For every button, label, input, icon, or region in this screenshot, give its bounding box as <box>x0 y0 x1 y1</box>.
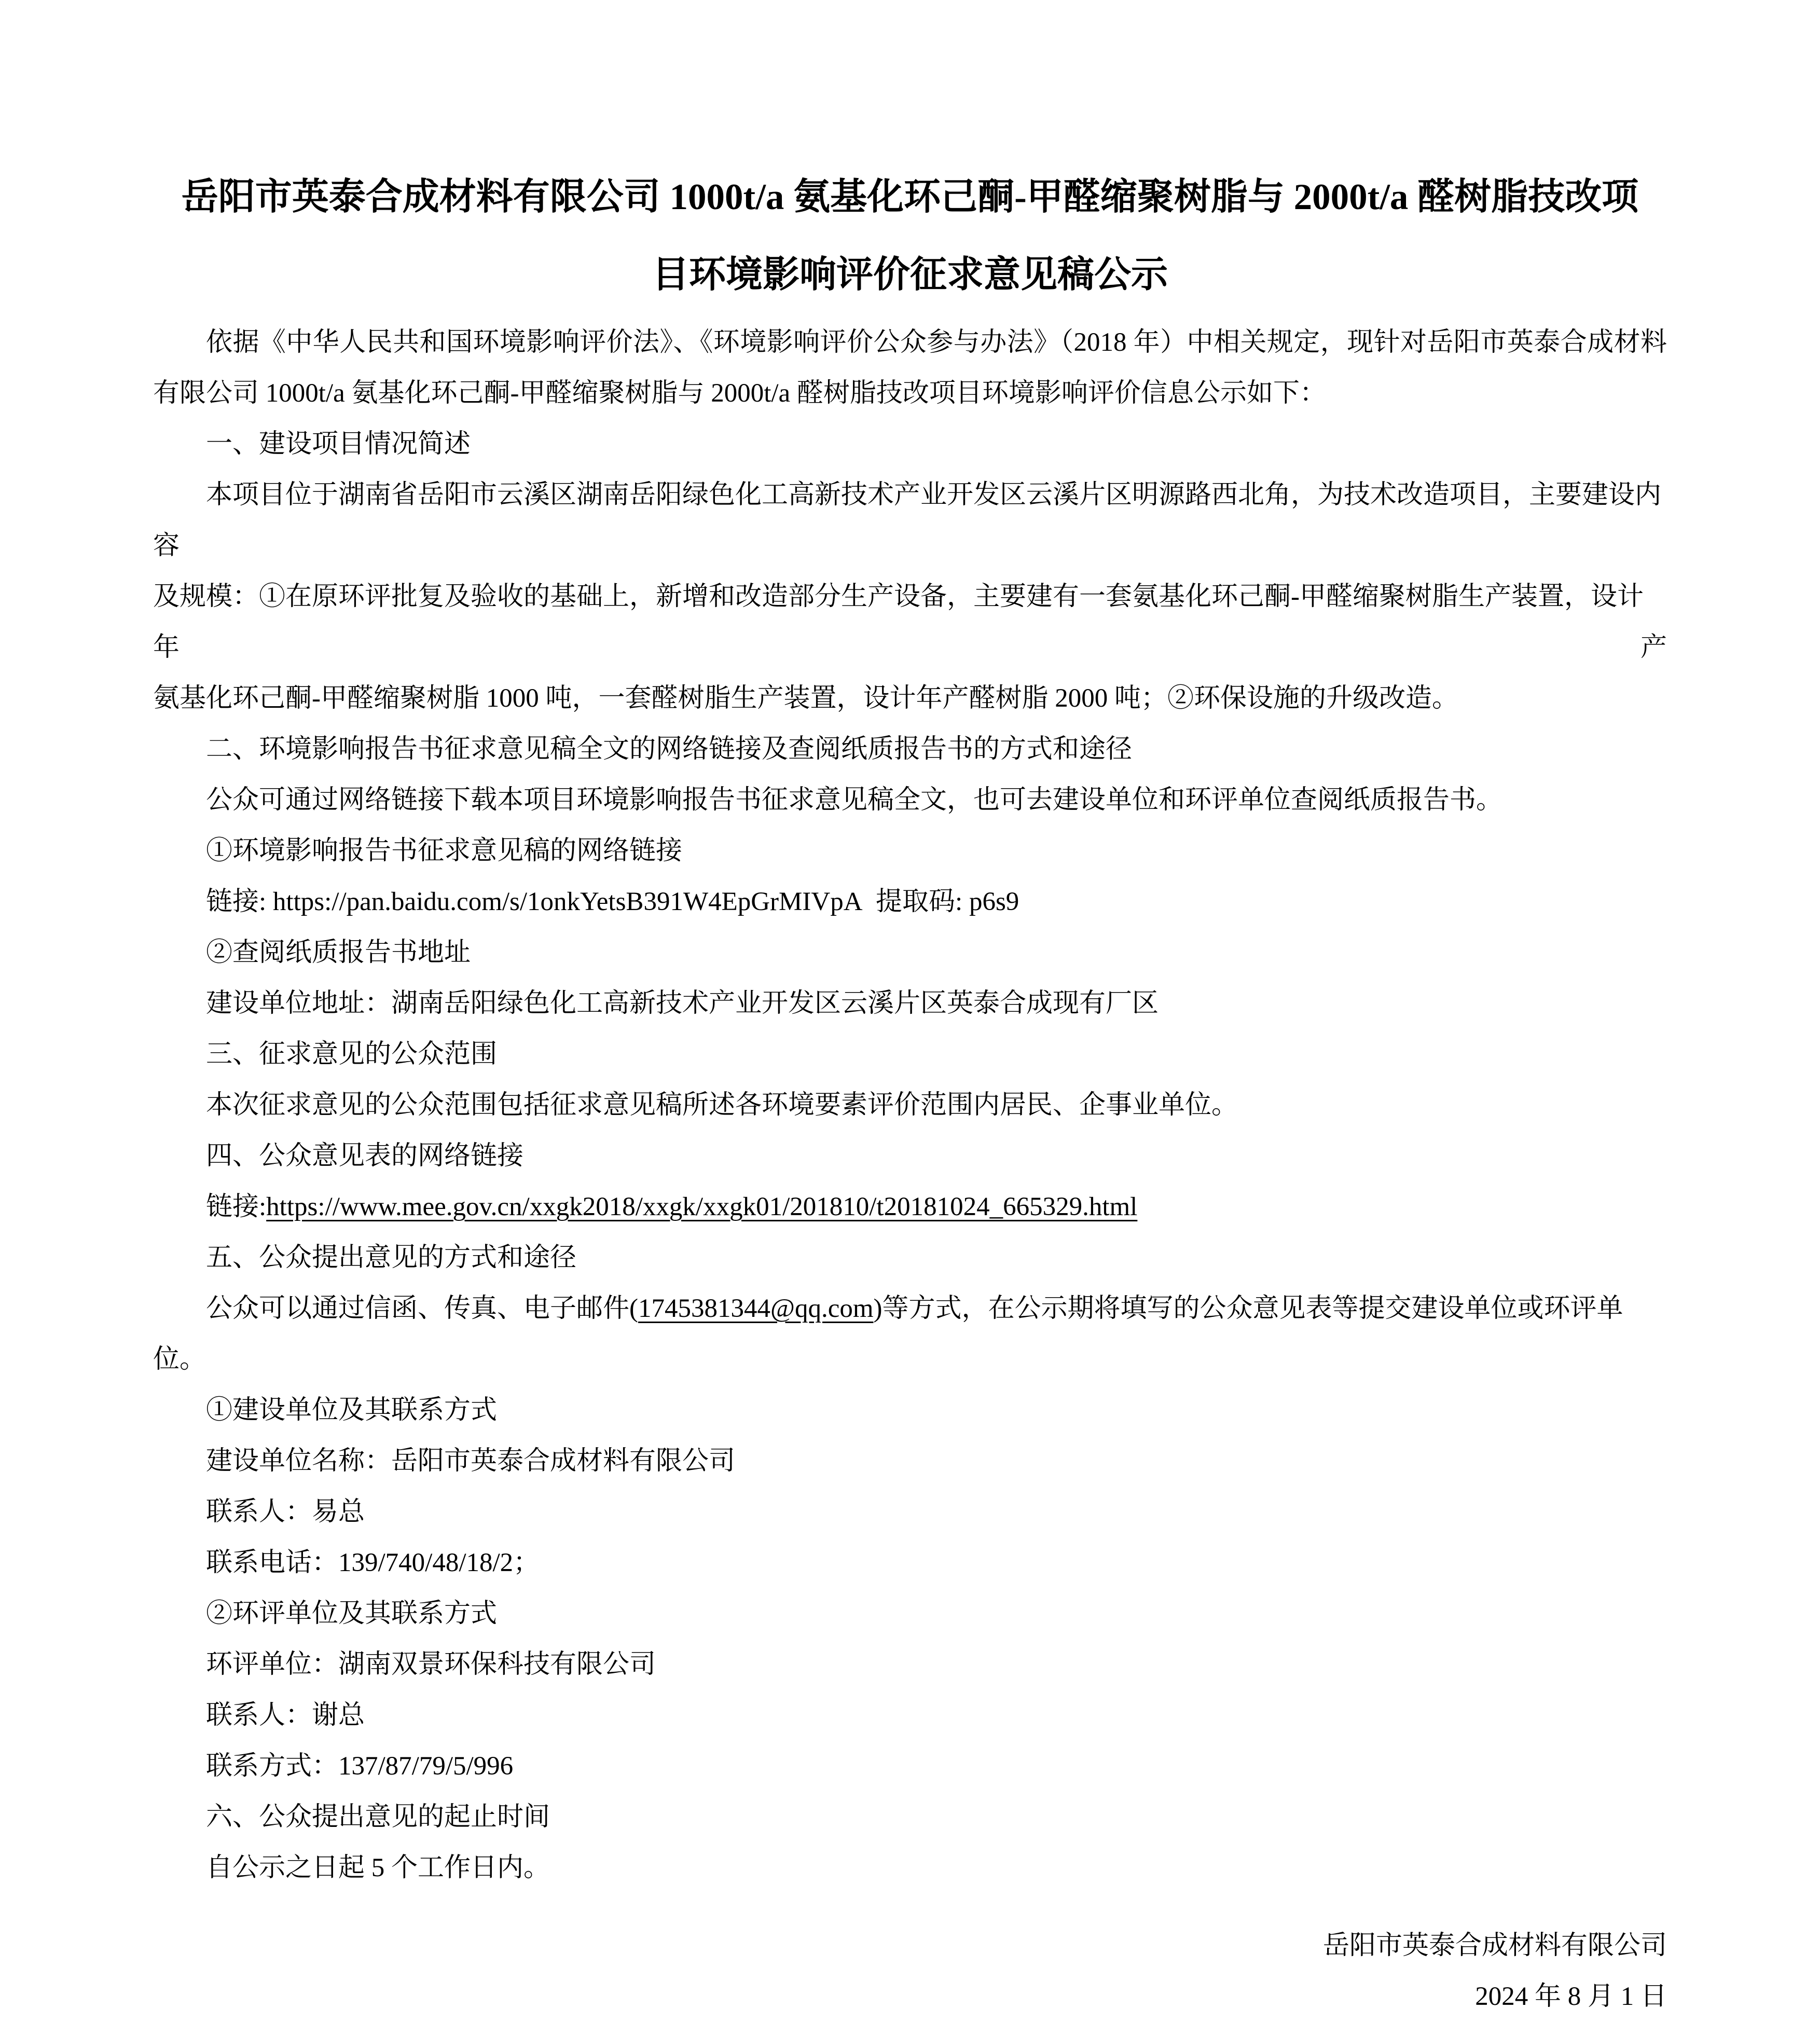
section2-item1-label: ①环境影响报告书征求意见稿的网络链接 <box>206 836 683 865</box>
section2-body: 公众可通过网络链接下载本项目环境影响报告书征求意见稿全文，也可去建设单位和环评单位查阅纸质报告书。 <box>206 786 1503 815</box>
page-title-line-1: 岳阳市英泰合成材料有限公司 1000t/a 氨基化环己酮-甲醛缩聚树脂与 2000t/a 醛树脂技改项 <box>181 177 1639 217</box>
section2-builder-address: 建设单位地址：湖南岳阳绿色化工高新技术产业开发区云溪片区英泰合成现有厂区 <box>206 989 1159 1018</box>
eia-unit-name: 环评单位：湖南双景环保科技有限公司 <box>206 1650 656 1679</box>
section4-link-line <box>153 1181 1667 1232</box>
section6-heading: 六、公众提出意见的起止时间 <box>206 1803 550 1832</box>
section5-body <box>153 1283 1667 1385</box>
section2-download-link-line[interactable]: 链接: https://pan.baidu.com/s/1onkYetsB391W4EpGrMIVpA 提取码: p6s9 <box>206 887 1019 916</box>
section3-body: 本次征求意见的公众范围包括征求意见稿所述各环境要素评价范围内居民、企事业单位。 <box>206 1091 1238 1120</box>
section1-body-line-3: 氨基化环己酮-甲醛缩聚树脂 1000 吨，一套醛树脂生产装置，设计年产醛树脂 2000 吨；②环保设施的升级改造。 <box>153 684 1458 713</box>
builder-name: 建设单位名称：岳阳市英泰合成材料有限公司 <box>206 1447 736 1476</box>
builder-phone: 联系电话：139/740/48/18/2； <box>206 1548 540 1577</box>
builder-contact-person: 联系人：易总 <box>206 1497 365 1526</box>
section1-heading: 一、建设项目情况简述 <box>206 430 471 459</box>
intro-line-1: 依据《中华人民共和国环境影响评价法》、《环境影响评价公众参与办法》（2018 年）中相关规定，现针对岳阳市英泰合成材料 <box>206 328 1667 357</box>
page-title-line-2: 目环境影响评价征求意见稿公示 <box>652 255 1168 295</box>
document-body <box>153 317 1667 1893</box>
signature-block <box>153 1920 1667 2022</box>
section1-body-line-1: 本项目位于湖南省岳阳市云溪区湖南岳阳绿色化工高新技术产业开发区云溪片区明源路西北角，为技术改造项目，主要建设内容 <box>153 480 1662 560</box>
section4-link-url[interactable]: https://www.mee.gov.cn/xxgk2018/xxgk/xxgk01/201810/t20181024_665329.html <box>266 1192 1138 1221</box>
section5-item1-label: ①建设单位及其联系方式 <box>206 1396 498 1425</box>
section4-link-label: 链接: <box>206 1192 267 1221</box>
section5-email-link[interactable]: 1745381344@qq.com <box>638 1294 874 1323</box>
section2-heading: 二、环境影响报告书征求意见稿全文的网络链接及查阅纸质报告书的方式和途径 <box>206 735 1133 764</box>
section5-item2-label: ②环评单位及其联系方式 <box>206 1599 498 1628</box>
page-title <box>153 158 1667 314</box>
eia-phone: 联系方式：137/87/79/5/996 <box>206 1752 514 1781</box>
section3-heading: 三、征求意见的公众范围 <box>206 1040 498 1069</box>
section5-body-after: )等方式，在公示期将填写的公众意见表等提交建设单位或环评单位。 <box>153 1294 1623 1374</box>
section2-item2-label: ②查阅纸质报告书地址 <box>206 938 471 967</box>
eia-contact-person: 联系人：谢总 <box>206 1701 365 1730</box>
signature-date: 2024 年 8 月 1 日 <box>1475 1982 1667 2011</box>
section5-body-before: 公众可以通过信函、传真、电子邮件( <box>206 1294 638 1323</box>
section5-heading: 五、公众提出意见的方式和途径 <box>206 1243 577 1272</box>
signature-company: 岳阳市英泰合成材料有限公司 <box>1322 1931 1667 1960</box>
section1-body-line-2: 及规模：①在原环评批复及验收的基础上，新增和改造部分生产设备，主要建有一套氨基化环己酮-甲醛缩聚树脂生产装置，设计年产 <box>153 582 1667 662</box>
section6-body: 自公示之日起 5 个工作日内。 <box>206 1853 550 1882</box>
intro-line-2: 有限公司 1000t/a 氨基化环己酮-甲醛缩聚树脂与 2000t/a 醛树脂技改项目环境影响评价信息公示如下： <box>153 379 1326 408</box>
section4-heading: 四、公众意见表的网络链接 <box>206 1141 524 1171</box>
